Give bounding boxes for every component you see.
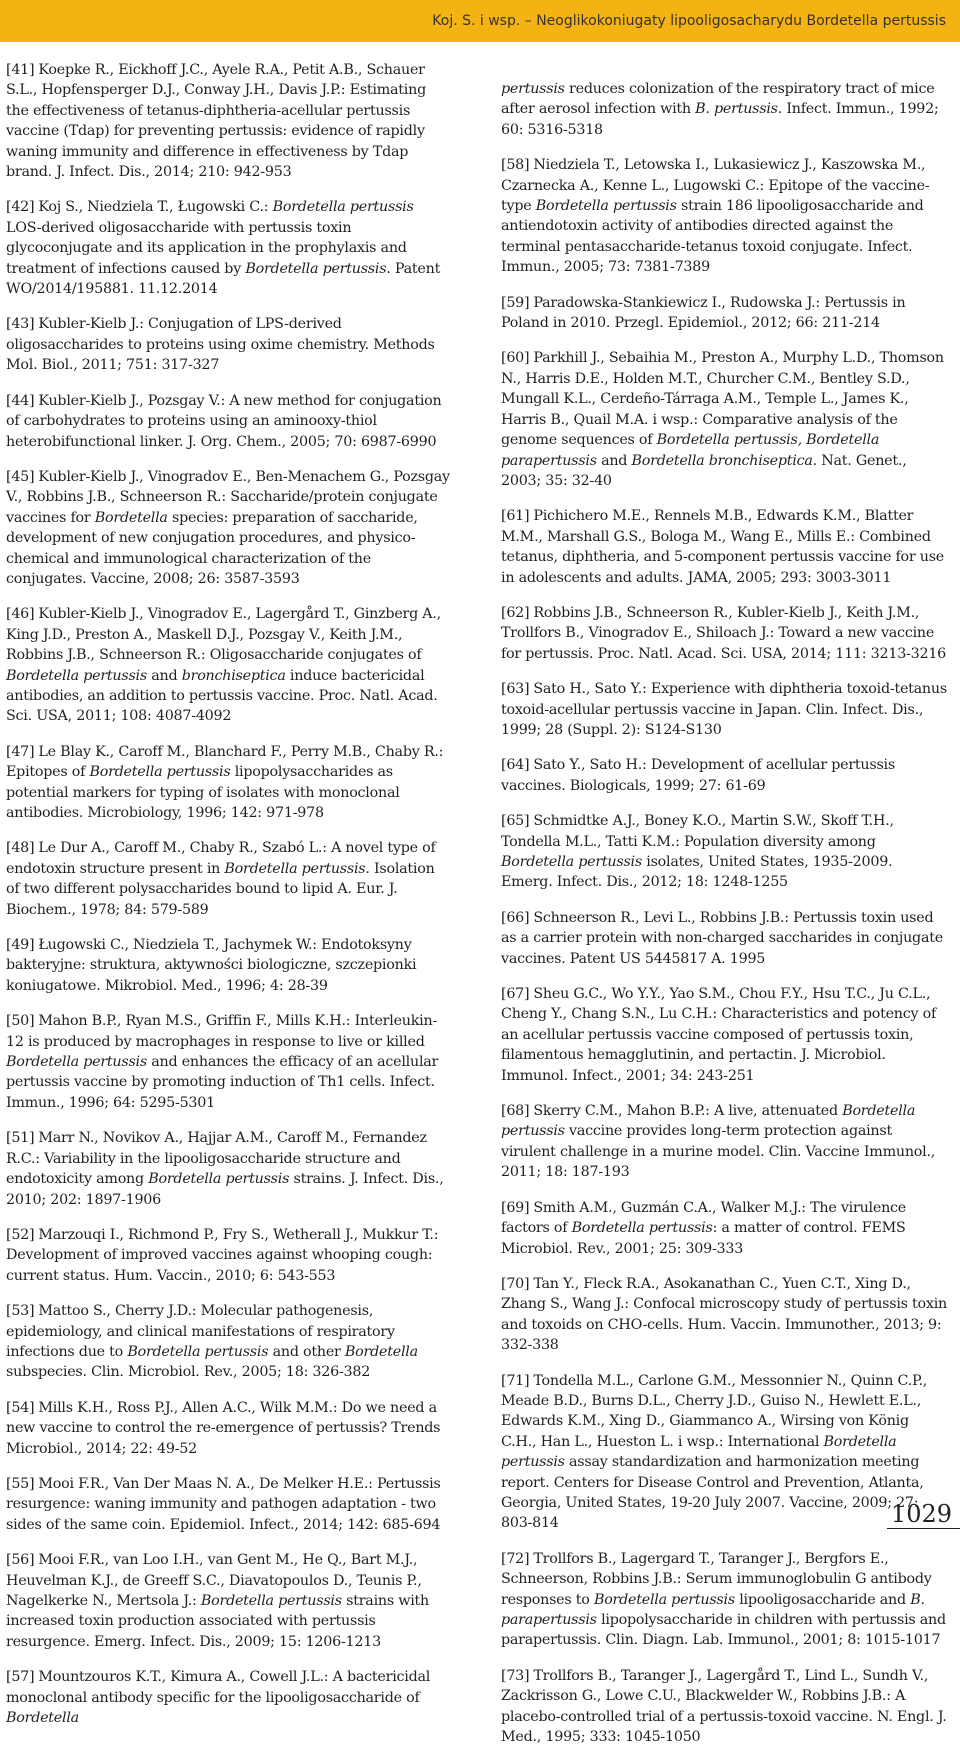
reference-italic: B. parapertussis	[501, 1591, 925, 1628]
reference-item	[6, 314, 452, 375]
reference-text: vaccine provides long-term protection against virulent challenge in a murine model. Clin. Vaccine Immunol., 2011; 18: 187-193	[501, 1123, 936, 1181]
reference-item	[501, 908, 947, 969]
reference-text: Marr N., Novikov A., Hajjar A.M., Caroff M., Fernandez R.C.: Variability in the lipooligosaccharide structure and endotoxicity among	[6, 1130, 427, 1188]
reference-item	[6, 1667, 452, 1728]
reference-italic: Bordetella pertussis	[6, 1054, 147, 1071]
reference-item	[6, 1301, 452, 1383]
reference-number: [72]	[501, 1550, 530, 1567]
reference-number: [71]	[501, 1372, 530, 1389]
reference-number: [51]	[6, 1130, 35, 1147]
reference-item	[501, 603, 947, 664]
reference-number: [49]	[6, 937, 35, 954]
reference-item	[501, 755, 947, 796]
reference-item	[6, 838, 452, 920]
reference-text: lipopolysaccharide in children with pertussis and parapertussis. Clin. Diagn. Lab. Immunol., 2001; 8: 1015-1017	[501, 1612, 946, 1649]
reference-text: Trollfors B., Lagergard T., Taranger J., Bergfors E., Schneerson, Robbins J.B.: Serum immunoglobulin G antibody responses to	[501, 1550, 932, 1608]
reference-number: [60]	[501, 350, 530, 367]
reference-text: Kubler-Kielb J., Pozsgay V.: A new method for conjugation of carbohydrates to proteins using an aminooxy-thiol heterobifunctional linker. J. Org. Chem., 2005; 70: 6987-6990	[6, 392, 442, 450]
reference-text: Mills K.H., Ross P.J., Allen A.C., Wilk M.M.: Do we need a new vaccine to control the re-emergence of pertussis? Trends Microbiol., 2014; 22: 49-52	[6, 1399, 441, 1457]
reference-text: . Isolation of two different polysaccharides bound to lipid A. Eur. J. Biochem., 1978; 84: 579-589	[6, 860, 435, 918]
reference-item	[501, 1198, 947, 1259]
reference-number: [42]	[6, 199, 35, 216]
reference-number: [63]	[501, 681, 530, 698]
reference-number: [41]	[6, 62, 35, 78]
reference-text: Niedziela T., Letowska I., Lukasiewicz J., Kaszowska M., Czarnecka A., Kenne L., Lugowski C.: Epitope of the vaccine-type	[501, 157, 930, 215]
reference-item	[6, 1011, 452, 1113]
reference-text: Koj S., Niedziela T., Ługowski C.:	[38, 199, 273, 216]
reference-number: [59]	[501, 294, 530, 311]
reference-text: subspecies. Clin. Microbiol. Rev., 2005; 18: 326-382	[6, 1364, 371, 1381]
reference-text: Skerry C.M., Mahon B.P.: A live, attenuated	[533, 1103, 843, 1120]
reference-number: [45]	[6, 468, 35, 485]
reference-item	[6, 742, 452, 824]
reference-text: . Patent WO/2014/195881. 11.12.2014	[6, 260, 441, 298]
reference-item	[6, 1225, 452, 1286]
reference-text: Mattoo S., Cherry J.D.: Molecular pathogenesis, epidemiology, and clinical manifestations of respiratory infections due to	[6, 1303, 395, 1360]
reference-text: strains. J. Infect. Dis., 2010; 202: 1897-1906	[6, 1171, 444, 1208]
reference-item	[501, 506, 947, 588]
reference-italic: bronchiseptica	[181, 667, 286, 684]
reference-italic: Bordetella pertussis, Bordetella parapertussis	[501, 432, 880, 469]
reference-item	[501, 1666, 947, 1748]
reference-text: Tan Y., Fleck R.A., Asokanathan C., Yuen C.T., Xing D., Zhang S., Wang J.: Confocal microscopy study of pertussis toxin and toxoids on CHO-cells. Hum. Vaccin. Immunother., 2013; 9: 332-338	[501, 1275, 947, 1354]
reference-number: [64]	[501, 757, 530, 774]
reference-italic: Bordetella	[6, 1710, 79, 1727]
reference-number: [68]	[501, 1103, 530, 1120]
reference-number: [54]	[6, 1399, 35, 1416]
reference-text: strains with increased toxin production associated with pertussis resurgence. Emerg. Infect. Dis., 2009; 15: 1206-1213	[6, 1593, 430, 1650]
page-number: 1029	[890, 1500, 952, 1528]
reference-text: Sato H., Sato Y.: Experience with diphtheria toxoid-tetanus toxoid-acellular pertussis vaccine in Japan. Clin. Infect. Dis., 1999; 28 (Suppl. 2): S124-S130	[501, 681, 947, 738]
reference-number: [57]	[6, 1669, 35, 1686]
reference-text: Marzouqi I., Richmond P., Fry S., Wetherall J., Mukkur T.: Development of improved vaccines against whooping cough: current status. Hum. Vaccin., 2010; 6: 543-553	[6, 1226, 439, 1284]
reference-text: Mountzouros K.T., Kimura A., Cowell J.L.: A bactericidal monoclonal antibody specific for the lipooligosaccharide of	[6, 1669, 431, 1706]
reference-item	[501, 679, 947, 740]
reference-text: Schmidtke A.J., Boney K.O., Martin S.W., Skoff T.H., Tondella M.L., Tatti K.M.: Population diversity among	[501, 813, 894, 850]
reference-italic: Bordetella pertussis	[200, 1593, 342, 1609]
reference-italic: Bordetella pertussis	[224, 860, 366, 877]
reference-italic: Bordetella pertussis	[501, 854, 642, 870]
reference-number: [53]	[6, 1303, 35, 1320]
reference-text: Kubler-Kielb J., Vinogradov E., Ben-Menachem G., Pozsgay V., Robbins J.B., Schneerson R.: Saccharide/protein conjugate vaccines for	[6, 468, 450, 526]
reference-text: Le Dur A., Caroff M., Chaby R., Szabó L.: A novel type of endotoxin structure present in	[6, 840, 436, 877]
reference-italic: Bordetella pertussis	[571, 1220, 713, 1237]
reference-item	[6, 197, 452, 299]
reference-text: and enhances the efficacy of an acellular pertussis vaccine by promoting induction of Th1 cells. Infect. Immun., 1996; 64: 5295-5301	[6, 1054, 439, 1111]
reference-text: Parkhill J., Sebaihia M., Preston A., Murphy L.D., Thomson N., Harris D.E., Holden M.T., Churcher C.M., Bentley S.D., Mungall K.L., Cerdeño-Tárraga A.M., Temple L., James K., Harris B., Quail M.A. i wsp.: Comparative analysis of the genome sequences of	[501, 350, 944, 449]
reference-item	[6, 1474, 452, 1535]
reference-text: assay standardization and harmonization meeting report. Centers for Disease Control and Prevention, Atlanta, Georgia, United States, 19-20 July 2007. Vaccine, 2009; 27: 803-814	[501, 1454, 924, 1532]
reference-number: [70]	[501, 1275, 530, 1292]
reference-text: species: preparation of saccharide, development of new conjugation procedures, and physico-chemical and immunological characterization of the conjugates. Vaccine, 2008; 26: 3587-3593	[6, 509, 418, 587]
reference-text: Paradowska-Stankiewicz I., Rudowska J.: Pertussis in Poland in 2010. Przegl. Epidemiol., 2012; 66: 211-214	[501, 294, 906, 332]
reference-item	[501, 984, 947, 1086]
reference-italic: Bordetella pertussis	[6, 667, 147, 684]
reference-item	[6, 1550, 452, 1652]
reference-text: Mooi F.R., Van Der Maas N. A., De Melker H.E.: Pertussis resurgence: waning immunity and pathogen adaptation - two sides of the same coin. Epidemiol. Infect., 2014; 142: 685-694	[6, 1475, 441, 1533]
reference-item	[501, 293, 947, 334]
reference-item	[501, 1549, 947, 1651]
reference-text: Sheu G.C., Wo Y.Y., Yao S.M., Chou F.Y., Hsu T.C., Ju C.L., Cheng Y., Chang S.N., Lu C.H.: Characteristics and potency of an acellular pertussis vaccine composed of pertussis toxin, filamentous hemagglutinin, and pertactin. J. Microbiol. Immunol. Infect., 2001; 34: 243-251	[501, 986, 937, 1084]
reference-number: [52]	[6, 1226, 35, 1243]
reference-italic: Bordetella pertussis	[245, 260, 387, 277]
reference-text: LOS-derived oligosaccharide with pertussis toxin glycoconjugate and its application in the prophylaxis and treatment of infections caused by	[6, 219, 407, 277]
reference-text: Le Blay K., Caroff M., Blanchard F., Perry M.B., Chaby R.: Epitopes of	[6, 743, 444, 781]
reference-number: [66]	[501, 909, 530, 926]
reference-item	[501, 1371, 947, 1534]
reference-number: [69]	[501, 1199, 530, 1216]
reference-number: [55]	[6, 1475, 35, 1492]
reference-text: lipopolysaccharides as potential markers for typing of isolates with monoclonal antibodies. Microbiology, 1996; 142: 971-978	[6, 764, 400, 821]
reference-number: [65]	[501, 813, 530, 830]
reference-text: : a matter of control. FEMS Microbiol. Rev., 2001; 25: 309-333	[501, 1220, 906, 1257]
right-column	[501, 79, 947, 1762]
reference-item	[501, 811, 947, 893]
reference-italic: Bordetella pertussis	[89, 764, 231, 781]
reference-number: [62]	[501, 604, 530, 621]
running-head: Koj. S. i wsp. – Neoglikokoniugaty lipooligosacharydu Bordetella pertussis	[432, 13, 946, 29]
left-column	[6, 60, 452, 1743]
reference-number: [48]	[6, 840, 35, 857]
reference-text: isolates, United States, 1935-2009. Emerg. Infect. Dis., 2012; 18: 1248-1255	[501, 854, 893, 891]
reference-text: induce bactericidal antibodies, an addition to pertussis vaccine. Proc. Natl. Acad. Sci. USA, 2011; 108: 4087-4092	[6, 667, 438, 725]
reference-item	[6, 1398, 452, 1459]
reference-italic: Bordetella pertussis	[148, 1171, 290, 1188]
reference-item	[501, 1101, 947, 1183]
reference-number: [67]	[501, 986, 530, 1003]
reference-item	[501, 155, 947, 277]
reference-item	[6, 467, 452, 589]
reference-text: . Nat. Genet., 2003; 35: 32-40	[501, 452, 907, 489]
reference-text: Smith A.M., Guzmán C.A., Walker M.J.: The virulence factors of	[501, 1199, 907, 1237]
reference-italic: Bordetella pertussis	[501, 1433, 897, 1471]
reference-italic: Bordetella	[344, 1343, 418, 1360]
reference-item	[6, 391, 452, 452]
reference-text: Robbins J.B., Schneerson R., Kubler-Kielb J., Keith J.M., Trollfors B., Vinogradov E., Shiloach J.: Toward a new vaccine for pertussis. Proc. Natl. Acad. Sci. USA, 2014; 111: 3213-3216	[501, 604, 947, 662]
reference-italic: Bordetella pertussis	[272, 199, 414, 216]
reference-number: [44]	[6, 392, 35, 409]
reference-number: [58]	[501, 157, 530, 174]
reference-text: and other	[268, 1343, 345, 1360]
header-bar	[0, 0, 960, 42]
reference-italic: Bordetella pertussis	[127, 1343, 269, 1360]
reference-italic: Bordetella pertussis	[535, 198, 677, 215]
reference-item	[6, 1128, 452, 1210]
reference-italic: Bordetella pertussis	[593, 1591, 735, 1608]
reference-text: Ługowski C., Niedziela T., Jachymek W.: Endotoksyny bakteryjne: struktura, aktywności biologiczne, szczepionki koniugatowe. Mikrobiol. Med., 1996; 4: 28-39	[6, 937, 417, 994]
reference-number: [73]	[501, 1667, 530, 1684]
reference-item	[6, 60, 452, 182]
reference-number: [61]	[501, 508, 530, 525]
reference-italic: Bordetella pertussis	[501, 1103, 916, 1140]
reference-text: Mahon B.P., Ryan M.S., Griffin F., Mills K.H.: Interleukin-12 is produced by macrophages in response to live or killed	[6, 1013, 438, 1050]
reference-text: Kubler-Kielb J.: Conjugation of LPS-derived oligosaccharides to proteins using oxime chemistry. Methods Mol. Biol., 2011; 751: 317-327	[6, 316, 435, 374]
reference-item	[501, 348, 947, 491]
reference-number: [47]	[6, 743, 35, 760]
reference-text: Kubler-Kielb J., Vinogradov E., Lagergård T., Ginzberg A., King J.D., Preston A., Maskell D.J., Pozsgay V., Keith J.M., Robbins J.B., Schneerson R.: Oligosaccharide conjugates of	[6, 606, 441, 664]
reference-italic: Bordetella bronchiseptica	[631, 452, 813, 469]
reference-text: and	[596, 452, 632, 469]
reference-number: [50]	[6, 1013, 35, 1030]
reference-continuation: pertussis reduces colonization of the respiratory tract of mice after aerosol infection with B. pertussis. Infect. Immun., 1992; 60: 5316-5318	[501, 81, 939, 138]
reference-number: [56]	[6, 1552, 35, 1569]
reference-text: Tondella M.L., Carlone G.M., Messonnier N., Quinn C.P., Meade B.D., Burns D.L., Cherry J.D., Guiso N., Hewlett E.L., Edwards K.M., Xing D., Giammanco A., Wirsing von König C.H., Han L., Hueston L. i wsp.: International	[501, 1372, 928, 1450]
reference-italic: Bordetella	[94, 509, 168, 526]
reference-number: [46]	[6, 606, 35, 623]
reference-text: Pichichero M.E., Rennels M.B., Edwards K.M., Blatter M.M., Marshall G.S., Bologa M., Wang E., Mills E.: Combined tetanus, diphtheria, and 5-component pertussis vaccine for use in adolescents and adults. JAMA, 2005; 293: 3003-3011	[501, 508, 944, 586]
reference-text: Koepke R., Eickhoff J.C., Ayele R.A., Petit A.B., Schauer S.L., Hopfensperger D.J., Conway J.H., Davis J.P.: Estimating the effectiveness of tetanus-diphtheria-acellular pertussis vaccine (Tdap) for preventing pertussis: evidence of rapidly waning immunity and difference in effectiveness by Tdap brand. J. Infect. Dis., 2014; 210: 942-953	[6, 62, 426, 181]
reference-item	[501, 1274, 947, 1356]
reference-text: Sato Y., Sato H.: Development of acellular pertussis vaccines. Biologicals, 1999; 27: 61-69	[501, 757, 895, 794]
reference-text: Trollfors B., Taranger J., Lagergård T., Lind L., Sundh V., Zackrisson G., Lowe C.U., Blackwelder W., Robbins J.B.: A placebo-controlled trial of a pertussis-toxoid vaccine. N. Engl. J. Med., 1995; 333: 1045-1050	[501, 1667, 947, 1746]
reference-item	[6, 604, 452, 726]
reference-text: and	[146, 667, 182, 684]
reference-number: [43]	[6, 316, 35, 333]
reference-text: Schneerson R., Levi L., Robbins J.B.: Pertussis toxin used as a carrier protein with non-charged saccharides in conjugate vaccines. Patent US 5445817 A. 1995	[501, 909, 943, 967]
reference-item	[6, 935, 452, 996]
reference-text: strain 186 lipooligosaccharide and antiendotoxin activity of antibodies directed against the terminal pentasaccharide-tetanus toxoid conjugate. Infect. Immun., 2005; 73: 7381-7389	[501, 198, 924, 276]
reference-text: Mooi F.R., van Loo I.H., van Gent M., He Q., Bart M.J., Heuvelman K.J., de Greeff S.C., Diavatopoulos D., Teunis P., Nagelkerke N., Mertsola J.:	[6, 1552, 422, 1609]
reference-text: lipooligosaccharide and	[734, 1591, 911, 1608]
